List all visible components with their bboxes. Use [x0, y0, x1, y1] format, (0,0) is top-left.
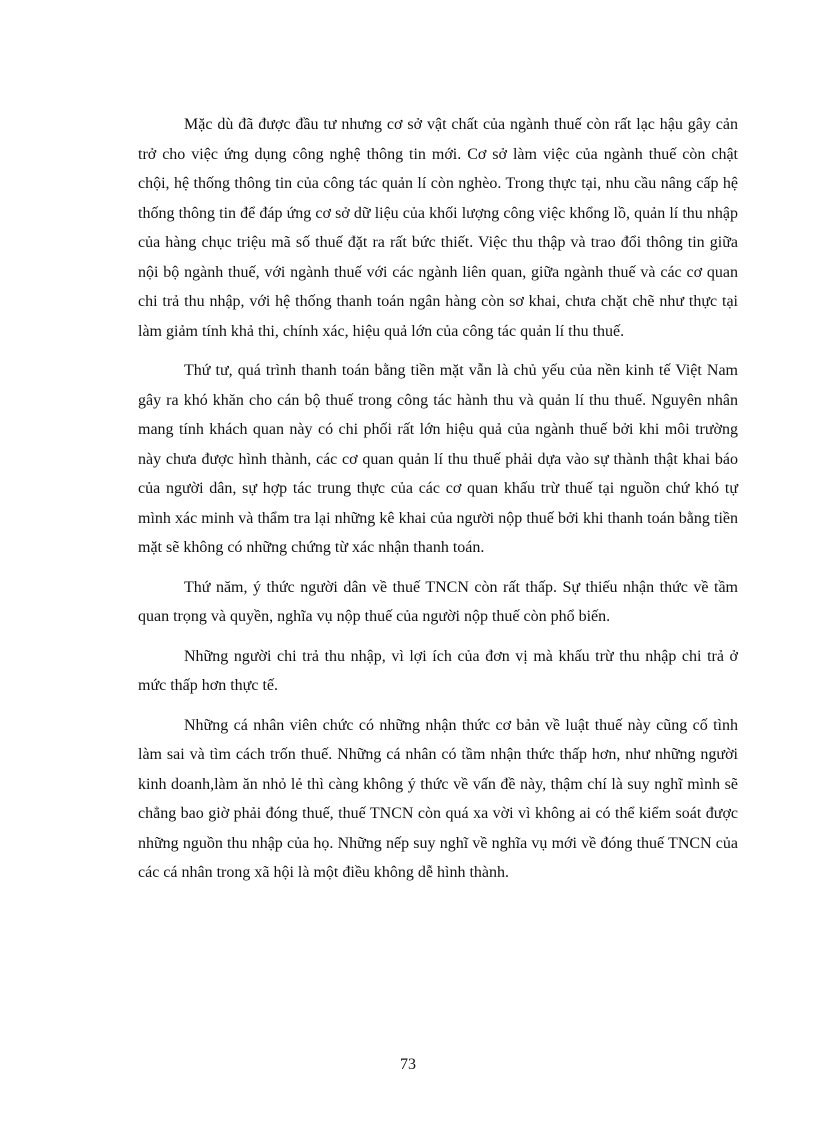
paragraph-2: Thứ tư, quá trình thanh toán bằng tiền mặt vẫn là chủ yếu của nền kinh tế Việt Nam gây ra khó khăn cho cán bộ thuế trong công tác hành thu và quản lí thu thuế. Nguyên nhân mang tính khách quan này có chi phối rất lớn hiệu quả của ngành thuế bởi khi môi trường này chưa được hình thành, các cơ quan quản lí thu thuế phải dựa vào sự thành thật khai báo của người dân, sự hợp tác trung thực của các cơ quan khấu trừ thuế tại nguồn chứ khó tự mình xác minh và thẩm tra lại những kê khai của người nộp thuế bởi khi thanh toán bằng tiền mặt sẽ không có những chứng từ xác nhận thanh toán. — [138, 362, 738, 556]
paragraph-3: Thứ năm, ý thức người dân về thuế TNCN còn rất thấp. Sự thiếu nhận thức về tầm quan trọng và quyền, nghĩa vụ nộp thuế của người nộp thuế còn phổ biến. — [138, 578, 738, 625]
document-body — [138, 110, 738, 898]
page-number: 73 — [400, 1056, 416, 1073]
paragraph-5: Những cá nhân viên chức có những nhận thức cơ bản về luật thuế này cũng cố tình làm sai và tìm cách trốn thuế. Những cá nhân có tầm nhận thức thấp hơn, như những người kinh doanh,làm ăn nhỏ lẻ thì càng không ý thức về vấn đề này, thậm chí là suy nghĩ mình sẽ chẳng bao giờ phải đóng thuế, thuế TNCN còn quá xa vời vì không ai có thể kiểm soát được những nguồn thu nhập của họ. Những nếp suy nghĩ về nghĩa vụ mới về đóng thuế TNCN của các cá nhân trong xã hội là một điều không dễ hình thành. — [138, 716, 738, 881]
paragraph-4: Những người chi trả thu nhập, vì lợi ích của đơn vị mà khấu trừ thu nhập chi trả ở mức thấp hơn thực tế. — [138, 647, 738, 694]
paragraph-1: Mặc dù đã được đầu tư nhưng cơ sở vật chất của ngành thuế còn rất lạc hậu gây cản trở cho việc ứng dụng công nghệ thông tin mới. Cơ sở làm việc của ngành thuế còn chật chội, hệ thống thông tin của công tác quản lí còn nghèo. Trong thực tại, nhu cầu nâng cấp hệ thống thông tin để đáp ứng cơ sở dữ liệu của khối lượng công việc khổng lồ, quản lí thu nhập của hàng chục triệu mã số thuế đặt ra rất bức thiết. Việc thu thập và trao đổi thông tin giữa nội bộ ngành thuế, với ngành thuế với các ngành liên quan, giữa ngành thuế và các cơ quan chi trả thu nhập, với hệ thống thanh toán ngân hàng còn sơ khai, chưa chặt chẽ như thực tại làm giảm tính khả thi, chính xác, hiệu quả lớn của công tác quản lí thu thuế. — [138, 116, 738, 340]
